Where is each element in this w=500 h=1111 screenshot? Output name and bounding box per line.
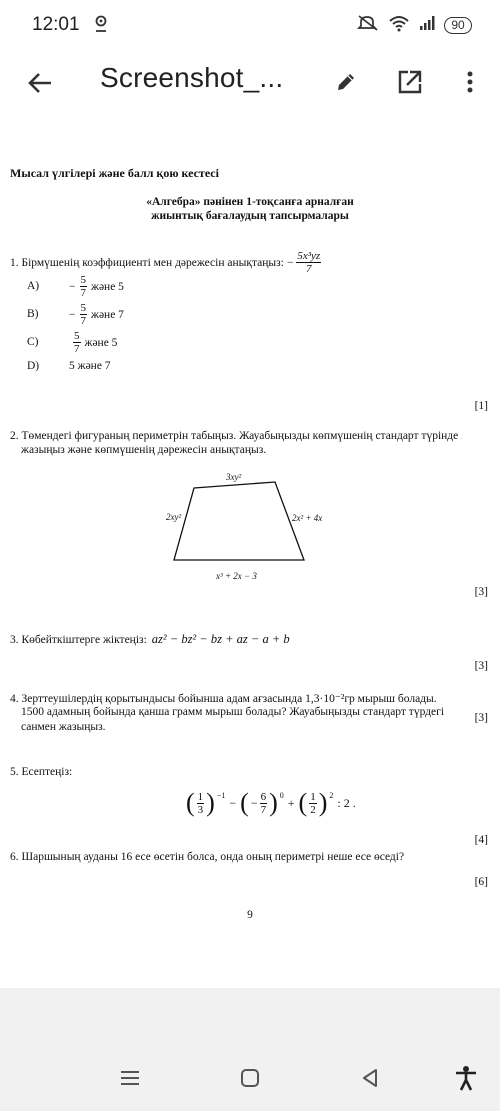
label-left: 2xy²: [166, 512, 182, 522]
q5-op1: −: [229, 795, 237, 810]
q1-option-a-sign: −: [69, 280, 76, 293]
edit-button[interactable]: [328, 64, 364, 100]
q4-line-2: 1500 адамның бойында қанша грамм мырыш болады? Жауабыңызды стандарт түрдегі: [21, 706, 445, 718]
open-external-icon: [397, 69, 423, 95]
paren-open-3: (: [298, 788, 308, 817]
q1-score: [1]: [474, 400, 488, 412]
q3-expression: az² − bz² − bz + az − a + b: [151, 632, 290, 646]
back-button[interactable]: [20, 66, 60, 100]
q5-exp1: −1: [216, 790, 226, 800]
q5-exp3: 2: [329, 790, 334, 800]
app-title: Screenshot_...: [100, 62, 284, 93]
q2-line-2: жазыңыз және көпмүшенің дәрежесін анықтаңыз.: [21, 444, 267, 456]
q1-expr-num: 5x³yz: [297, 250, 321, 262]
q4-line-3: санмен жазыңыз.: [21, 721, 106, 733]
document-page: [0, 114, 500, 988]
quadrilateral-shape: [174, 482, 304, 560]
q5-frac3-num: 1: [310, 790, 316, 803]
q1-option-c-den: 7: [74, 343, 80, 355]
q5-frac-3: [309, 791, 317, 816]
q5-frac-1: [197, 791, 205, 816]
wifi-icon: [388, 14, 410, 37]
q1-option-d-rest: 5 және 7: [69, 360, 111, 372]
paren-open-1: (: [186, 788, 195, 817]
label-bottom: x³ + 2x − 3: [216, 571, 257, 581]
battery-indicator: 90: [444, 17, 472, 34]
status-icons: [357, 14, 472, 37]
q2-score: [3]: [474, 586, 488, 598]
q5-frac2-sign: −: [250, 795, 258, 810]
q5-exp2: 0: [279, 790, 284, 800]
doc-subtitle-2: жиынтық бағалаудың тапсырмалары: [151, 210, 349, 222]
q1-option-b-letter: B): [27, 308, 39, 320]
q1-option-d-letter: D): [27, 360, 40, 372]
home-icon: [240, 1068, 260, 1088]
home-button[interactable]: [230, 1060, 270, 1096]
pencil-icon: [334, 70, 358, 94]
q1-option-b-rest: және 7: [91, 308, 124, 321]
paren-open-2: (: [240, 788, 249, 817]
signal-icon: [419, 15, 435, 36]
status-bar: [0, 0, 500, 52]
q5-expression: [186, 790, 356, 816]
q1-option-b-sign: −: [69, 308, 76, 321]
q1-option-c-frac: [73, 330, 81, 355]
q3-score: [3]: [474, 660, 488, 672]
q5-frac1-num: 1: [197, 790, 204, 803]
q5-frac3-den: 2: [310, 803, 316, 816]
status-time: 12:01: [32, 14, 80, 35]
q1-option-c-rest: және 5: [84, 336, 118, 349]
doc-heading: Мысал үлгілері және балл қою кестесі: [10, 166, 219, 180]
q1-option-a-rest: және 5: [91, 280, 124, 293]
quadrilateral-figure: [150, 470, 360, 586]
page-number: 9: [247, 909, 253, 921]
open-external-button[interactable]: [392, 64, 428, 100]
q3-text: 3. Көбейткіштерге жіктеңіз:: [10, 634, 147, 646]
q1-option-b-frac: [80, 302, 88, 327]
q6-text: 6. Шаршының ауданы 16 есе өсетін болса, онда оның периметрі неше есе өседі?: [10, 851, 405, 863]
q1-option-a-letter: A): [27, 280, 40, 292]
back-arrow-icon: [27, 72, 53, 94]
q5-frac-2: [260, 791, 268, 816]
q1-option-c-num: 5: [74, 330, 80, 342]
q1-minus: −: [286, 256, 294, 269]
q1-option-b-num: 5: [80, 302, 86, 314]
accessibility-icon: [454, 1065, 478, 1091]
q2-line-1: 2. Төмендегі фигураның периметрін табыңыз. Жауабыңызды көпмүшенің стандарт түрінде: [10, 430, 459, 442]
paren-close-2: ): [269, 788, 278, 817]
label-right: 2x² + 4x: [292, 513, 323, 523]
q1-option-d: [69, 360, 111, 372]
question-3: [10, 632, 290, 647]
doc-subtitle-1: «Алгебра» пәнінен 1-тоқсанға арналған: [146, 196, 354, 208]
more-options-button[interactable]: [452, 64, 488, 100]
back-nav-button[interactable]: [350, 1060, 390, 1096]
mute-icon: [357, 14, 379, 37]
back-triangle-icon: [361, 1068, 379, 1088]
paren-close-1: ): [206, 788, 215, 817]
paren-close-3: ): [318, 788, 328, 817]
q1-option-a-den: 7: [80, 287, 86, 299]
q1-option-b-den: 7: [80, 315, 86, 327]
q4-line-1: 4. Зерттеушілердің қорытындысы бойынша адам ағзасында 1,3·10⁻²гр мырыш болады.: [10, 693, 437, 705]
q5-frac2-den: 7: [260, 803, 267, 816]
app-bar: [0, 52, 500, 114]
q4-score: [3]: [474, 712, 488, 724]
q5-frac2-num: 6: [260, 790, 267, 803]
navigation-bar: [0, 1040, 500, 1111]
q1-option-b: [69, 302, 124, 327]
q6-score: [6]: [474, 876, 488, 888]
q1-option-a: [69, 274, 124, 299]
recent-apps-icon: [119, 1069, 141, 1087]
q5-tail: : 2 .: [337, 795, 356, 810]
q1-option-a-frac: [80, 274, 88, 299]
q5-frac1-den: 3: [197, 803, 204, 816]
q5-text: 5. Есептеңіз:: [10, 766, 73, 778]
q5-score: [4]: [474, 834, 488, 846]
location-icon: [94, 15, 108, 38]
q1-expression: [296, 250, 321, 275]
q1-expr-den: 7: [306, 263, 312, 275]
label-top: 3xy²: [226, 472, 242, 482]
q1-option-c: [69, 330, 117, 355]
q1-option-c-letter: C): [27, 336, 39, 348]
q1-option-a-num: 5: [80, 274, 86, 286]
more-vert-icon: [466, 70, 474, 94]
q5-op2: +: [287, 795, 295, 810]
question-1: [10, 250, 321, 275]
accessibility-button[interactable]: [446, 1060, 486, 1096]
recent-apps-button[interactable]: [110, 1060, 150, 1096]
q1-text: 1. Бірмүшенің коэффициенті мен дәрежесін анықтаңыз:: [10, 256, 284, 269]
